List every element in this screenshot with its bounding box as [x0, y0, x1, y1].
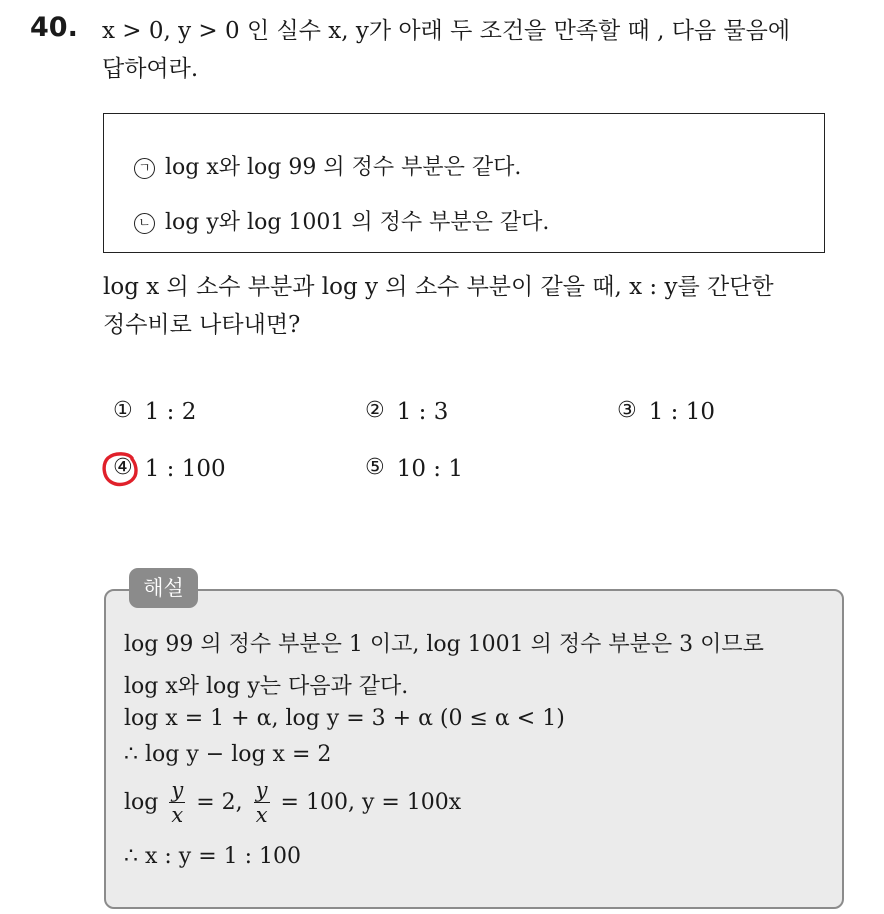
- choice-3[interactable]: [617, 398, 715, 425]
- condition-1: [134, 150, 521, 181]
- choice-5-text: 10 : 1: [396, 456, 464, 482]
- circle-marker-icon: ㄴ: [134, 213, 155, 234]
- equation-part-2: = 100, y = 100x: [280, 790, 462, 815]
- fraction-denominator: x: [171, 803, 184, 827]
- choice-2-text: 1 : 3: [396, 399, 449, 425]
- question-prompt: [103, 268, 863, 344]
- choice-4[interactable]: [113, 455, 226, 482]
- choice-1-text: 1 : 2: [144, 399, 197, 425]
- question-text-line2: 답하여라.: [102, 56, 199, 82]
- question-number: 40.: [30, 12, 78, 43]
- choice-number-icon: ②: [365, 398, 385, 423]
- choice-number-icon: ⑤: [365, 455, 385, 480]
- question-text-line1: x > 0, y > 0 인 실수 x, y가 아래 두 조건을 만족할 때 , 다음 물음에: [102, 18, 791, 44]
- question-text: [102, 12, 872, 88]
- solution-line-2: log x와 log y는 다음과 같다.: [124, 674, 409, 699]
- fraction-numerator: y: [255, 778, 268, 802]
- solution-line-3: log x = 1 + α, log y = 3 + α (0 ≤ α < 1): [124, 706, 565, 731]
- solution-conclusion: ∴ x : y = 1 : 100: [124, 844, 302, 869]
- choice-1[interactable]: [113, 398, 196, 425]
- fraction-denominator: x: [255, 803, 268, 827]
- fraction-y-over-x: [254, 778, 270, 827]
- prompt-line1: log x 의 소수 부분과 log y 의 소수 부분이 같을 때, x : y를 간단한: [103, 274, 774, 300]
- condition-2: [134, 205, 549, 236]
- circle-marker-icon: ㄱ: [134, 158, 155, 179]
- conditions-box: [103, 113, 825, 253]
- fraction-numerator: y: [171, 778, 184, 802]
- condition-1-text: log x와 log 99 의 정수 부분은 같다.: [165, 155, 522, 180]
- solution-line-1: log 99 의 정수 부분은 1 이고, log 1001 의 정수 부분은 3 이므로: [124, 632, 764, 657]
- log-label: log: [124, 790, 159, 815]
- solution-line-4: ∴ log y − log x = 2: [124, 742, 332, 767]
- condition-2-text: log y와 log 1001 의 정수 부분은 같다.: [165, 210, 550, 235]
- choice-number-icon: ①: [113, 398, 133, 423]
- fraction-y-over-x: [169, 778, 185, 827]
- choice-4-text: 1 : 100: [144, 456, 226, 482]
- choice-3-text: 1 : 10: [648, 399, 716, 425]
- choice-5[interactable]: [365, 455, 463, 482]
- choice-2[interactable]: [365, 398, 448, 425]
- equation-part-1: = 2,: [196, 790, 243, 815]
- choice-number-icon: ④: [113, 455, 133, 480]
- solution-tag: 해설: [129, 568, 198, 608]
- prompt-line2: 정수비로 나타내면?: [103, 312, 301, 338]
- choice-number-icon: ③: [617, 398, 637, 423]
- solution-line-5: [124, 778, 461, 827]
